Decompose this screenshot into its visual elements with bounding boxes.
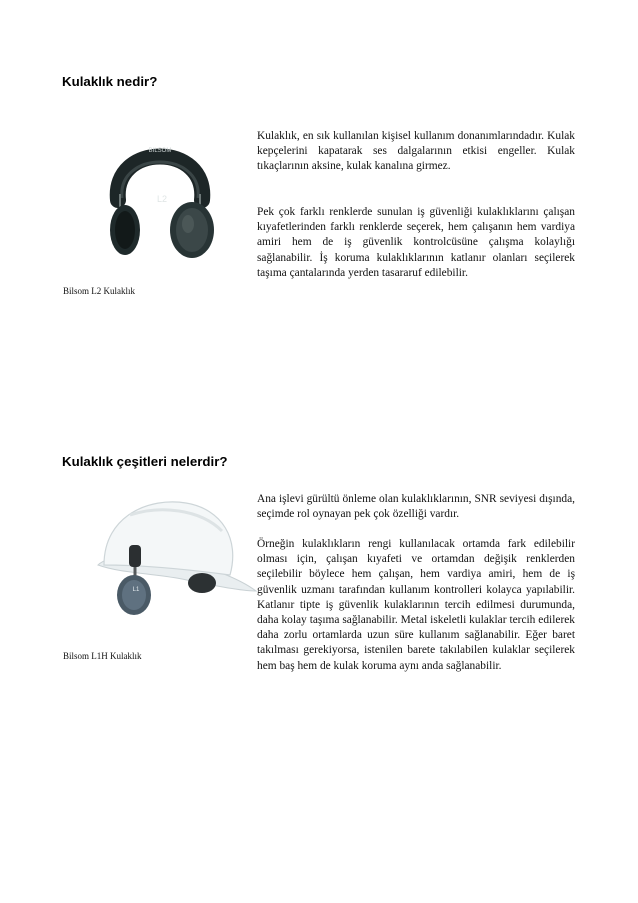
headphone-model-text: L2 <box>156 194 168 204</box>
section1-paragraph-1: Kulaklık, en sık kullanılan kişisel kullanım donanımlarındadır. Kulak kepçelerini kapatarak ses dalgalarının etkisi engeller. Kulak tıkaçlarının aksine, kulak kanalına girmez. <box>257 130 575 173</box>
section2-paragraph-1: Ana işlevi gürültü önleme olan kulaklıklarının, SNR seviyesi dışında, seçimde rol oynayan pek çok özelliği vardır. <box>257 493 575 521</box>
helmet-headphone-model-text: L1 <box>132 587 140 593</box>
bilsom-l2-headphone-image <box>100 122 220 262</box>
bilsom-l1h-helmet-headphone-image <box>90 495 260 615</box>
section1-paragraph-2: Pek çok farklı renklerde sunulan iş güvenliği kulaklıklarını çalışan kıyafetlerinden farklı renklerde seçerek, hem çalışanın hem vardiya amiri hem de iş güvenlik kontrolcüsüne çalışma kolaylığı sağlanabilir. İş koruma kulaklıklarının katlanır olanları seçilerek taşıma çantalarında yerden tasararuf edilebilir. <box>257 206 575 279</box>
image-caption-l1h: Bilsom L1H Kulaklık <box>63 651 142 661</box>
section2-paragraph-2: Örneğin kulaklıkların rengi kullanılacak ortamda fark edilebilir olması için, çalışan kıyafeti ve ortamdan değişik renklerden seçilebilir böylece hem çalışan, hem vardiya amiri, hem de iş güvenlik uzmanı tarafından kullanım kontrolleri kolayca yapılabilir. Katlanır tipte iş güvenlik kulaklarının tercih edilmesi durumunda, daha kolay taşıma sağlanabilir. Metal iskeletli kulaklar tercih edilerek daha zorlu ortamlarda uzun süre kullanım sağlanabilir. Eğer baret takılması gerekiyorsa, istenilen barete takılabilen kulaklar seçilerek hem baş hem de kulak koruma aynı anda sağlanabilir. <box>257 538 575 672</box>
section-title-kulaklik-cesitleri: Kulaklık çeşitleri nelerdir? <box>62 454 228 469</box>
headband-brand-text: BILSOM <box>148 148 172 154</box>
image-caption-l2: Bilsom L2 Kulaklık <box>63 286 135 296</box>
section-title-kulaklik-nedir: Kulaklık nedir? <box>62 74 158 89</box>
